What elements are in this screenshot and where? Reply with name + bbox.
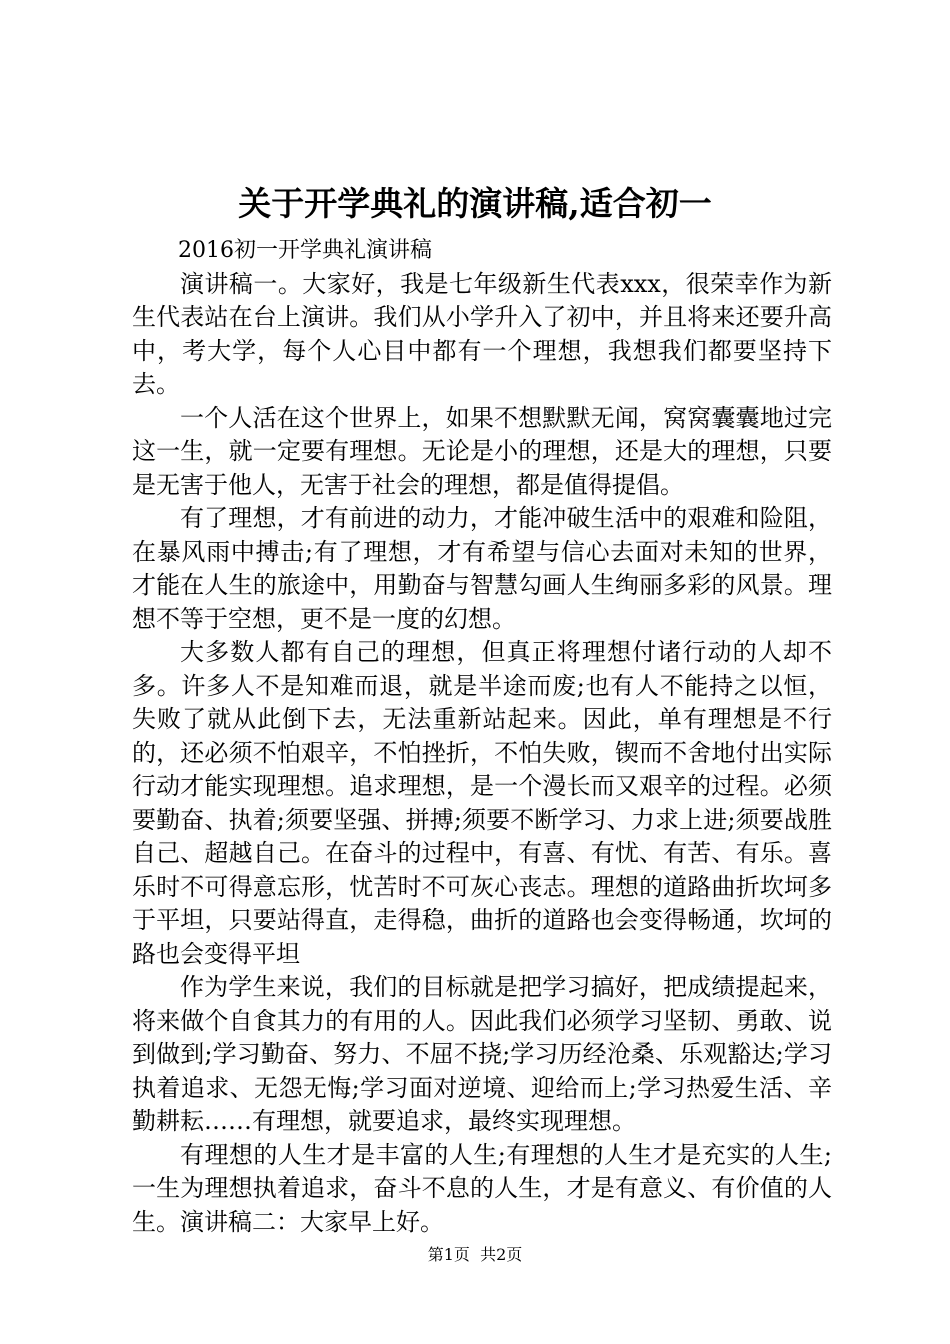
paragraph-5: 作为学生来说，我们的目标就是把学习搞好，把成绩提起来，将来做个自食其力的有用的人。因此我们必须学习坚韧、勇敢、说到做到;学习勤奋、努力、不屈不挠;学习历经沧桑、乐观豁达;学习执着追求、无怨无悔;学习面对逆境、迎给而上;学习热爱生活、辛勤耕耘……有理想，就要追求，最终实现理想。 — [132, 973, 832, 1135]
page-number-footer: 第1页 共2页 — [427, 1245, 523, 1264]
document-subtitle: 2016初一开学典礼演讲稿 — [178, 238, 432, 263]
paragraph-6: 有理想的人生才是丰富的人生;有理想的人生才是充实的人生;一生为理想执着追求，奋斗不息的人生，才是有意义、有价值的人生。演讲稿二：大家早上好。 — [132, 1140, 832, 1236]
paragraph-4: 大多数人都有自己的理想，但真正将理想付诸行动的人却不多。许多人不是知难而退，就是半途而废;也有人不能持之以恒，失败了就从此倒下去，无法重新站起来。因此，单有理想是不行的，还必须不怕艰辛，不怕挫折，不怕失败，锲而不舍地付出实际行动才能实现理想。追求理想，是一个漫长而又艰辛的过程。必须要勤奋、执着;须要坚强、拼搏;须要不断学习、力求上进;须要战胜自己、超越自己。在奋斗的过程中，有喜、有忧、有苦、有乐。喜乐时不可得意忘形，忧苦时不可灰心丧志。理想的道路曲折坎坷多于平坦，只要站得直，走得稳，曲折的道路也会变得畅通，坎坷的路也会变得平坦 — [132, 638, 832, 968]
document-title: 关于开学典礼的演讲稿,适合初一 — [238, 184, 712, 223]
paragraph-3: 有了理想，才有前进的动力，才能冲破生活中的艰难和险阻，在暴风雨中搏击;有了理想，才有希望与信心去面对未知的世界，才能在人生的旅途中，用勤奋与智慧勾画人生绚丽多彩的风景。理想不等于空想，更不是一度的幻想。 — [132, 504, 832, 633]
document-body — [132, 234, 832, 1239]
paragraph-2: 一个人活在这个世界上，如果不想默默无闻，窝窝囊囊地过完这一生，就一定要有理想。无论是小的理想，还是大的理想，只要是无害于他人，无害于社会的理想，都是值得提倡。 — [132, 403, 832, 499]
paragraph-1: 演讲稿一。大家好，我是七年级新生代表xxx，很荣幸作为新生代表站在台上演讲。我们从小学升入了初中，并且将来还要升高中，考大学，每个人心目中都有一个理想，我想我们都要坚持下去。 — [132, 269, 832, 398]
